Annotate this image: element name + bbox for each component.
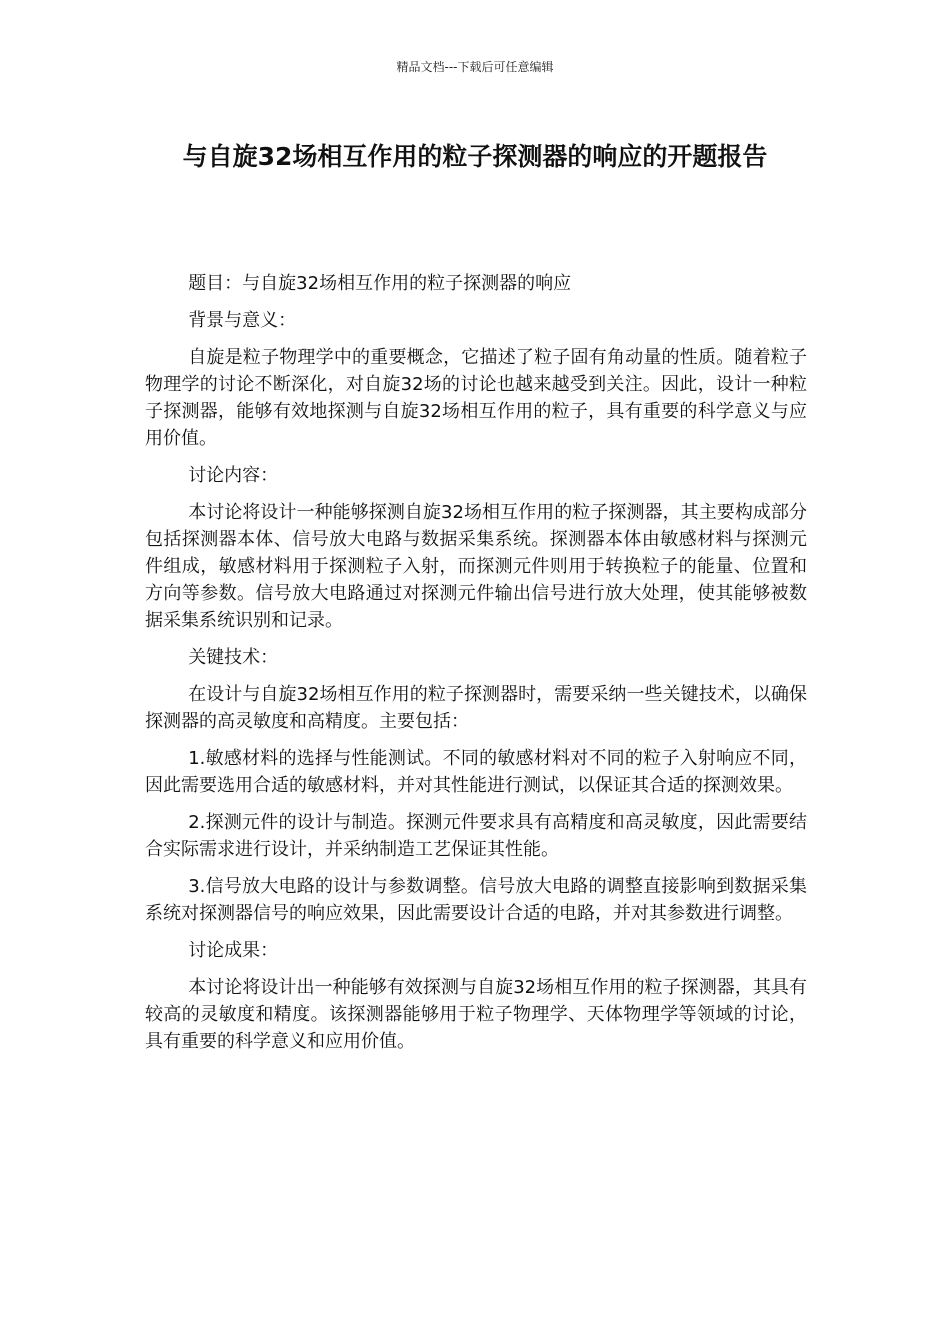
paragraph-background: 自旋是粒子物理学中的重要概念，它描述了粒子固有角动量的性质。随着粒子物理学的讨论不断深化，对自旋32场的讨论也越来越受到关注。因此，设计一种粒子探测器，能够有效地探测与自旋32场相互作用的粒子，具有重要的科学意义与应用价值。 — [145, 347, 807, 449]
page-header-watermark: 精品文档---下载后可任意编辑 — [396, 60, 554, 74]
paragraph-research-content: 本讨论将设计一种能够探测自旋32场相互作用的粒子探测器，其主要构成部分包括探测器本体、信号放大电路与数据采集系统。探测器本体由敏感材料与探测元件组成，敏感材料用于探测粒子入射，而探测元件则用于转换粒子的能量、位置和方向等参数。信号放大电路通过对探测元件输出信号进行放大处理，使其能够被数据采集系统识别和记录。 — [145, 502, 807, 631]
list-item-1: 1.敏感材料的选择与性能测试。不同的敏感材料对不同的粒子入射响应不同，因此需要选用合适的敏感材料，并对其性能进行测试，以保证其合适的探测效果。 — [145, 748, 807, 796]
paragraph-key-technology: 在设计与自旋32场相互作用的粒子探测器时，需要采纳一些关键技术，以确保探测器的高灵敏度和高精度。主要包括： — [145, 684, 807, 732]
heading-results: 讨论成果： — [188, 940, 279, 961]
document-title: 与自旋32场相互作用的粒子探测器的响应的开题报告 — [182, 142, 768, 171]
list-item-3: 3.信号放大电路的设计与参数调整。信号放大电路的调整直接影响到数据采集系统对探测器信号的响应效果，因此需要设计合适的电路，并对其参数进行调整。 — [145, 876, 807, 924]
heading-background: 背景与意义： — [188, 310, 297, 331]
list-item-2: 2.探测元件的设计与制造。探测元件要求具有高精度和高灵敏度，因此需要结合实际需求进行设计，并采纳制造工艺保证其性能。 — [145, 812, 807, 860]
document-body — [145, 270, 807, 1065]
heading-key-technology: 关键技术： — [188, 647, 279, 668]
paragraph-topic: 题目：与自旋32场相互作用的粒子探测器的响应 — [188, 273, 572, 294]
heading-research-content: 讨论内容： — [188, 465, 279, 486]
paragraph-results: 本讨论将设计出一种能够有效探测与自旋32场相互作用的粒子探测器，其具有较高的灵敏度和精度。该探测器能够用于粒子物理学、天体物理学等领域的讨论，具有重要的科学意义和应用价值。 — [145, 977, 807, 1052]
